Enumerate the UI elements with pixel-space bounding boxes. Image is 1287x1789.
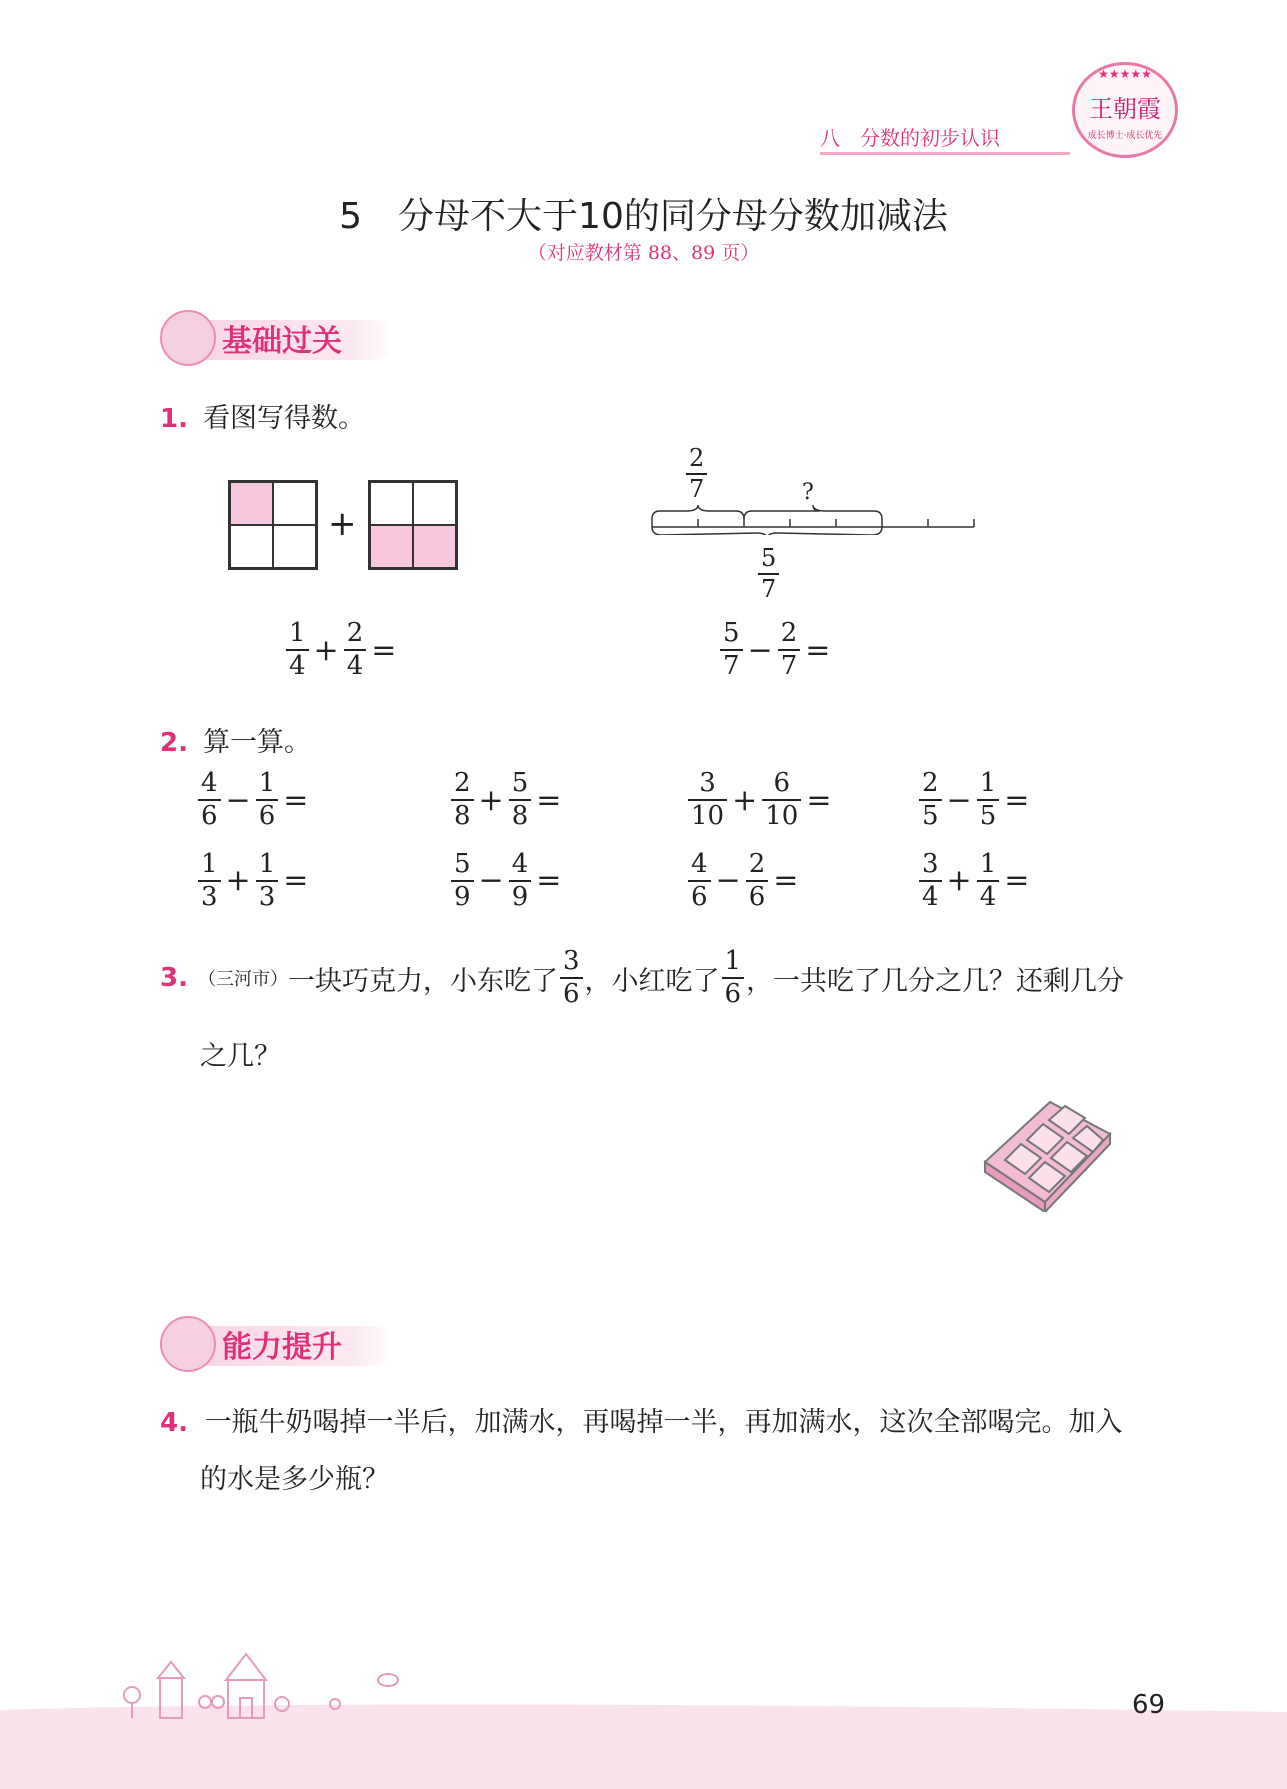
question-number: 1. — [160, 404, 188, 434]
q1-expression-right: $\frac{5}{7}$ − $\frac{2}{7}$ = — [718, 620, 833, 681]
question-text-part1: 一块巧克力，小东吃了 — [287, 965, 558, 997]
character-icon — [160, 1316, 216, 1372]
grid-cell — [230, 525, 273, 568]
section-banner-basic — [160, 310, 400, 366]
tick-marks — [652, 519, 974, 527]
character-icon — [160, 310, 216, 366]
seal-text: 王朝霞 — [1089, 95, 1161, 123]
question-number: 2. — [160, 728, 188, 758]
calc-item: $\frac{2}{8}$ + $\frac{5}{8}$ = — [449, 770, 666, 831]
chapter-label: 八 分数的初步认识 — [820, 126, 1000, 150]
question-text-line1: 一瓶牛奶喝掉一半后，加满水，再喝掉一半，再加满水，这次全部喝完。加入 — [204, 1407, 1123, 1438]
calc-item: $\frac{4}{6}$ − $\frac{1}{6}$ = — [196, 770, 431, 831]
question-3 — [160, 948, 1170, 1009]
section-banner-advanced — [160, 1316, 400, 1372]
section-title: 基础过关 — [222, 324, 342, 359]
brace-top-right — [744, 505, 882, 519]
question-number: 4. — [160, 1408, 188, 1438]
question-3-line2: 之几？ — [200, 1041, 281, 1072]
question-text: 看图写得数。 — [203, 403, 366, 434]
calc-item: $\frac{3}{4}$ + $\frac{1}{4}$ = — [917, 851, 1136, 912]
lesson-title: 5 分母不大于10的同分母分数加减法 — [339, 196, 948, 237]
grid-cell — [273, 525, 316, 568]
line-top-fraction: $\frac{2}{7}$ — [686, 446, 707, 502]
brace-bottom — [652, 527, 882, 535]
question-text-part3: ，一共吃了几分之几？还剩几分 — [746, 965, 1125, 997]
q2-expression-grid — [196, 770, 1076, 911]
grid-cell — [413, 482, 456, 525]
section-title: 能力提升 — [222, 1330, 342, 1365]
brace-top-left — [652, 505, 744, 519]
calc-item: $\frac{5}{9}$ − $\frac{4}{9}$ = — [449, 851, 666, 912]
grid-cell-shaded — [370, 525, 413, 568]
question-4 — [160, 1400, 1170, 1439]
q1-expression-left: $\frac{1}{4}$ + $\frac{2}{4}$ = — [284, 620, 399, 681]
fraction-eaten-hong: $\frac{1}{6}$ — [722, 948, 745, 1009]
calc-item: $\frac{4}{6}$ − $\frac{2}{6}$ = — [686, 851, 901, 912]
chocolate-illustration — [975, 1092, 1115, 1212]
fraction-eaten-dong: $\frac{3}{6}$ — [560, 948, 583, 1009]
lesson-subtitle: （对应教材第 88、89 页） — [527, 242, 760, 264]
chapter-header — [820, 122, 1070, 155]
question-source: （三河市） — [197, 969, 288, 991]
fraction-grid-b — [368, 480, 458, 570]
page-number: 69 — [1132, 1690, 1166, 1720]
grid-cell-shaded — [413, 525, 456, 568]
grid-cell — [370, 482, 413, 525]
brand-seal — [1072, 62, 1178, 158]
line-bottom-fraction: $\frac{5}{7}$ — [758, 546, 779, 602]
question-2-heading — [160, 720, 311, 759]
question-text-part2: ，小红吃了 — [584, 965, 720, 997]
line-question-mark: ? — [802, 480, 814, 505]
question-1-heading — [160, 396, 365, 435]
plus-sign: + — [328, 504, 357, 544]
footer-decoration — [0, 1640, 1287, 1789]
calc-item: $\frac{2}{5}$ − $\frac{1}{5}$ = — [917, 770, 1136, 831]
seal-stars: ★★★★★ — [1098, 67, 1152, 81]
question-4-line2: 的水是多少瓶？ — [200, 1464, 389, 1495]
question-number: 3. — [160, 963, 188, 994]
fraction-grid-a — [228, 480, 318, 570]
calc-item: $\frac{1}{3}$ + $\frac{1}{3}$ = — [196, 851, 431, 912]
calc-item: $\frac{3}{10}$ + $\frac{6}{10}$ = — [686, 770, 901, 831]
grid-cell — [273, 482, 316, 525]
grid-cell-shaded — [230, 482, 273, 525]
seal-subtext: 成长博士·成长优先 — [1087, 131, 1163, 141]
question-text: 算一算。 — [203, 727, 312, 758]
